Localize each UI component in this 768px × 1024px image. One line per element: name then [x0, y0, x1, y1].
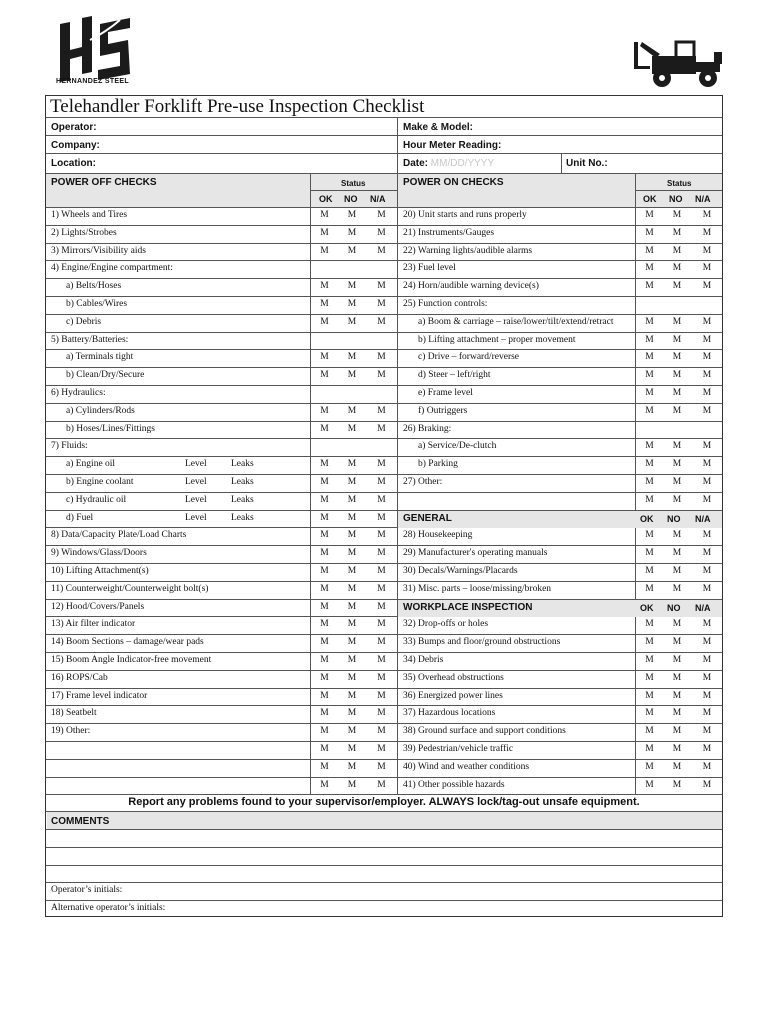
- ok-mark[interactable]: M: [645, 708, 654, 719]
- na-mark[interactable]: M: [377, 352, 386, 363]
- report-notice: Report any problems found to your supervisor/employer. ALWAYS lock/tag-out unsafe equipment.: [128, 796, 640, 808]
- alt-operator-initials-label[interactable]: Alternative operator’s initials:: [51, 903, 166, 913]
- ok-mark[interactable]: M: [320, 299, 329, 309]
- date-label[interactable]: Date: MM/DD/YYYY: [403, 158, 495, 169]
- checklist-item: a) Boom & carriage – raise/lower/tilt/extend/retract: [418, 316, 614, 327]
- level-label: Level: [185, 477, 207, 487]
- na-mark[interactable]: M: [377, 690, 386, 701]
- ok-mark[interactable]: M: [645, 655, 654, 665]
- no-mark[interactable]: M: [672, 530, 682, 541]
- ok-mark[interactable]: M: [320, 512, 329, 523]
- no-mark[interactable]: M: [672, 370, 682, 381]
- no-mark[interactable]: M: [347, 477, 357, 487]
- leaks-label: Leaks: [231, 494, 254, 505]
- na-mark[interactable]: M: [702, 352, 712, 363]
- checklist-item: 5) Battery/Batteries:: [51, 334, 129, 345]
- no-mark[interactable]: M: [672, 583, 682, 594]
- ok-mark[interactable]: M: [645, 459, 654, 470]
- no-col-left: NO: [344, 194, 358, 204]
- no-mark[interactable]: M: [672, 281, 682, 292]
- ok-mark[interactable]: M: [320, 744, 329, 754]
- na-mark[interactable]: M: [377, 655, 386, 665]
- checklist-item: 15) Boom Angle Indicator-free movement: [51, 655, 212, 665]
- na-mark[interactable]: M: [377, 316, 386, 327]
- ok-mark[interactable]: M: [320, 530, 329, 541]
- comment-line: [46, 882, 722, 883]
- grid-line: [310, 173, 311, 794]
- no-mark[interactable]: M: [347, 708, 357, 719]
- na-mark[interactable]: M: [377, 726, 386, 737]
- ok-mark[interactable]: M: [320, 726, 329, 737]
- ok-mark[interactable]: M: [645, 210, 654, 220]
- checklist-item: 21) Instruments/Gauges: [403, 227, 495, 238]
- checklist-item: c) Debris: [66, 316, 102, 327]
- ok-mark[interactable]: M: [320, 761, 329, 772]
- checklist-item: c) Hydraulic oil: [66, 494, 127, 505]
- no-mark[interactable]: M: [347, 494, 357, 505]
- comments-shade: [47, 812, 722, 829]
- grid-line: [46, 153, 722, 154]
- ok-mark[interactable]: M: [645, 566, 654, 576]
- location-label[interactable]: Location:: [51, 158, 96, 169]
- na-mark[interactable]: M: [702, 459, 712, 470]
- na-mark[interactable]: M: [702, 566, 712, 576]
- na-mark[interactable]: M: [377, 227, 386, 238]
- brand-name: HERNANDEZ STEEL: [56, 78, 129, 85]
- no-mark[interactable]: M: [347, 530, 357, 541]
- ok-mark[interactable]: M: [645, 370, 654, 381]
- no-mark[interactable]: M: [347, 583, 357, 594]
- na-mark[interactable]: M: [702, 245, 712, 256]
- ok-mark[interactable]: M: [645, 263, 654, 274]
- na-col: N/A: [695, 602, 711, 613]
- na-mark[interactable]: M: [377, 494, 386, 505]
- grid-line: [635, 173, 636, 794]
- ok-col-left: OK: [319, 194, 333, 204]
- comments-heading: COMMENTS: [51, 816, 110, 827]
- no-mark[interactable]: M: [672, 388, 682, 398]
- telehandler-icon: [632, 36, 726, 92]
- no-mark[interactable]: M: [672, 210, 682, 220]
- na-mark[interactable]: M: [702, 477, 712, 487]
- no-mark[interactable]: M: [347, 655, 357, 665]
- na-col-left: N/A: [370, 194, 386, 204]
- operator-label[interactable]: Operator:: [51, 122, 97, 133]
- na-mark[interactable]: M: [702, 316, 712, 327]
- na-mark[interactable]: M: [702, 655, 712, 665]
- ok-mark[interactable]: M: [645, 761, 654, 772]
- no-mark[interactable]: M: [672, 494, 682, 505]
- na-mark[interactable]: M: [702, 708, 712, 719]
- no-mark[interactable]: M: [347, 281, 357, 292]
- na-mark[interactable]: M: [377, 405, 386, 416]
- ok-mark[interactable]: M: [645, 441, 654, 452]
- na-mark[interactable]: M: [377, 583, 386, 594]
- ok-mark[interactable]: M: [320, 316, 329, 327]
- na-mark[interactable]: M: [702, 672, 712, 683]
- make-model-label[interactable]: Make & Model:: [403, 122, 474, 133]
- checklist-item: 13) Air filter indicator: [51, 619, 136, 630]
- na-mark[interactable]: M: [377, 744, 386, 754]
- checklist-item: 33) Bumps and floor/ground obstructions: [403, 637, 561, 648]
- na-mark[interactable]: M: [377, 708, 386, 719]
- hour-meter-label[interactable]: Hour Meter Reading:: [403, 140, 502, 151]
- checklist-item: b) Cables/Wires: [66, 299, 128, 309]
- na-mark[interactable]: M: [702, 761, 712, 772]
- checklist-item: 11) Counterweight/Counterweight bolt(s): [51, 583, 209, 594]
- na-mark[interactable]: M: [377, 370, 386, 381]
- checklist-item: a) Service/De-clutch: [418, 441, 497, 452]
- checklist-item: 28) Housekeeping: [403, 530, 473, 541]
- no-mark[interactable]: M: [672, 441, 682, 452]
- ok-mark[interactable]: M: [645, 779, 654, 790]
- no-mark[interactable]: M: [347, 690, 357, 701]
- page-title: Telehandler Forklift Pre-use Inspection Checklist: [50, 96, 425, 117]
- no-mark[interactable]: M: [347, 637, 357, 648]
- no-mark[interactable]: M: [672, 459, 682, 470]
- date-placeholder[interactable]: MM/DD/YYYY: [430, 158, 495, 169]
- checklist-item: a) Belts/Hoses: [66, 281, 122, 292]
- grid-line: [46, 173, 722, 174]
- na-mark[interactable]: M: [702, 779, 712, 790]
- ok-mark[interactable]: M: [320, 423, 329, 434]
- no-mark[interactable]: M: [347, 316, 357, 327]
- no-mark[interactable]: M: [672, 405, 682, 416]
- na-mark[interactable]: M: [377, 245, 386, 256]
- checklist-item: d) Steer – left/right: [418, 370, 491, 381]
- ok-mark[interactable]: M: [320, 690, 329, 701]
- no-mark[interactable]: M: [672, 619, 682, 630]
- ok-col: OK: [640, 602, 654, 613]
- leaks-label: Leaks: [231, 477, 254, 487]
- na-mark[interactable]: M: [377, 477, 386, 487]
- ok-mark[interactable]: M: [645, 477, 654, 487]
- ok-mark[interactable]: M: [320, 566, 329, 576]
- checklist-item: a) Cylinders/Rods: [66, 405, 135, 416]
- checklist-item: 27) Other:: [403, 477, 443, 487]
- no-mark[interactable]: M: [672, 227, 682, 238]
- no-mark[interactable]: M: [347, 299, 357, 309]
- na-mark[interactable]: M: [377, 512, 386, 523]
- no-mark[interactable]: M: [672, 245, 682, 256]
- na-mark[interactable]: M: [377, 548, 386, 559]
- checklist-item: 9) Windows/Glass/Doors: [51, 548, 147, 559]
- checklist-item: 12) Hood/Covers/Panels: [51, 601, 145, 612]
- no-mark[interactable]: M: [347, 548, 357, 559]
- na-mark[interactable]: M: [702, 281, 712, 292]
- status-heading-left: Status: [341, 179, 366, 188]
- checklist-item: d) Fuel: [66, 512, 94, 523]
- no-mark[interactable]: M: [347, 566, 357, 576]
- no-mark[interactable]: M: [672, 334, 682, 345]
- no-mark[interactable]: M: [347, 370, 357, 381]
- checklist-item: 25) Function controls:: [403, 299, 488, 309]
- section-heading: WORKPLACE INSPECTION: [403, 601, 533, 613]
- na-mark[interactable]: M: [377, 210, 386, 220]
- ok-mark[interactable]: M: [320, 352, 329, 363]
- comment-line: [46, 865, 722, 866]
- na-mark[interactable]: M: [377, 423, 386, 434]
- checklist-item: 32) Drop-offs or holes: [403, 619, 489, 630]
- ok-mark[interactable]: M: [645, 494, 654, 505]
- no-mark[interactable]: M: [347, 352, 357, 363]
- ok-mark[interactable]: M: [320, 655, 329, 665]
- no-col: NO: [667, 513, 681, 524]
- checklist-item: a) Terminals tight: [66, 352, 134, 363]
- checklist-item: 26) Braking:: [403, 423, 452, 434]
- checklist-item: 37) Hazardous locations: [403, 708, 496, 719]
- checklist-item: b) Clean/Dry/Secure: [66, 370, 145, 381]
- ok-mark[interactable]: M: [320, 548, 329, 559]
- checklist-item: b) Engine coolant: [66, 477, 134, 487]
- ok-mark[interactable]: M: [645, 583, 654, 594]
- ok-mark[interactable]: M: [320, 477, 329, 487]
- ok-col: OK: [640, 513, 654, 524]
- checklist-item: b) Hoses/Lines/Fittings: [66, 423, 155, 434]
- no-mark[interactable]: M: [347, 227, 357, 238]
- ok-mark[interactable]: M: [645, 245, 654, 256]
- ok-mark[interactable]: M: [645, 388, 654, 398]
- checklist-item: 16) ROPS/Cab: [51, 672, 108, 683]
- no-mark[interactable]: M: [672, 566, 682, 576]
- no-mark[interactable]: M: [347, 512, 357, 523]
- checklist-item: c) Drive – forward/reverse: [418, 352, 520, 363]
- power-on-checks-heading: POWER ON CHECKS: [403, 177, 504, 188]
- ok-mark[interactable]: M: [645, 726, 654, 737]
- checklist-item: 19) Other:: [51, 726, 91, 737]
- ok-mark[interactable]: M: [320, 637, 329, 648]
- no-mark[interactable]: M: [347, 726, 357, 737]
- no-mark[interactable]: M: [347, 761, 357, 772]
- ok-mark[interactable]: M: [645, 690, 654, 701]
- no-mark[interactable]: M: [347, 744, 357, 754]
- ok-mark[interactable]: M: [320, 227, 329, 238]
- no-mark[interactable]: M: [672, 690, 682, 701]
- ok-col-right: OK: [643, 194, 657, 204]
- no-col-right: NO: [669, 194, 683, 204]
- na-mark[interactable]: M: [702, 744, 712, 754]
- na-col-right: N/A: [695, 194, 711, 204]
- no-mark[interactable]: M: [347, 245, 357, 256]
- na-mark[interactable]: M: [702, 619, 712, 630]
- status-heading-right: Status: [667, 179, 692, 188]
- ok-mark[interactable]: M: [645, 334, 654, 345]
- ok-mark[interactable]: M: [645, 637, 654, 648]
- no-mark[interactable]: M: [347, 779, 357, 790]
- na-mark[interactable]: M: [702, 637, 712, 648]
- checklist-item: 18) Seatbelt: [51, 708, 97, 719]
- na-mark[interactable]: M: [702, 690, 712, 701]
- ok-mark[interactable]: M: [320, 708, 329, 719]
- checklist-item: 4) Engine/Engine compartment:: [51, 263, 173, 274]
- na-mark[interactable]: M: [702, 370, 712, 381]
- checklist-item: b) Lifting attachment – proper movement: [418, 334, 576, 345]
- ok-mark[interactable]: M: [645, 548, 654, 559]
- na-mark[interactable]: M: [702, 726, 712, 737]
- checklist-item: 7) Fluids:: [51, 441, 88, 452]
- na-mark[interactable]: M: [702, 530, 712, 541]
- ok-mark[interactable]: M: [320, 210, 329, 220]
- level-label: Level: [185, 512, 207, 523]
- na-mark[interactable]: M: [377, 459, 386, 470]
- checklist-item: 36) Energized power lines: [403, 690, 503, 701]
- na-mark[interactable]: M: [377, 281, 386, 292]
- na-mark[interactable]: M: [702, 210, 712, 220]
- na-col: N/A: [695, 513, 711, 524]
- no-mark[interactable]: M: [672, 637, 682, 648]
- no-mark[interactable]: M: [672, 726, 682, 737]
- no-mark[interactable]: M: [672, 316, 682, 327]
- ok-mark[interactable]: M: [320, 619, 329, 630]
- checklist-item: f) Outriggers: [418, 405, 468, 416]
- na-mark[interactable]: M: [702, 388, 712, 398]
- no-mark[interactable]: M: [672, 779, 682, 790]
- company-label[interactable]: Company:: [51, 140, 100, 151]
- ok-mark[interactable]: M: [645, 530, 654, 541]
- checklist-item: 31) Misc. parts – loose/missing/broken: [403, 583, 552, 594]
- level-label: Level: [185, 459, 207, 470]
- checklist-item: 17) Frame level indicator: [51, 690, 148, 701]
- no-mark[interactable]: M: [672, 548, 682, 559]
- no-col: NO: [667, 602, 681, 613]
- ok-mark[interactable]: M: [645, 316, 654, 327]
- checklist-item: b) Parking: [418, 459, 458, 470]
- comment-line: [46, 847, 722, 848]
- unit-no-label[interactable]: Unit No.:: [566, 158, 608, 169]
- ok-mark[interactable]: M: [645, 227, 654, 238]
- checklist-item: 10) Lifting Attachment(s): [51, 566, 149, 576]
- no-mark[interactable]: M: [347, 210, 357, 220]
- checklist-item: 29) Manufacturer's operating manuals: [403, 548, 548, 559]
- no-mark[interactable]: M: [672, 263, 682, 274]
- checklist-item: 38) Ground surface and support conditions: [403, 726, 566, 737]
- ok-mark[interactable]: M: [320, 459, 329, 470]
- checklist-item: 35) Overhead obstructions: [403, 672, 504, 683]
- na-mark[interactable]: M: [702, 494, 712, 505]
- checklist-item: 6) Hydraulics:: [51, 388, 106, 398]
- checklist-item: a) Engine oil: [66, 459, 116, 470]
- ok-mark[interactable]: M: [320, 370, 329, 381]
- na-mark[interactable]: M: [702, 405, 712, 416]
- ok-mark[interactable]: M: [645, 405, 654, 416]
- no-mark[interactable]: M: [347, 601, 357, 612]
- na-mark[interactable]: M: [377, 299, 386, 309]
- na-mark[interactable]: M: [377, 761, 386, 772]
- checklist-item: 14) Boom Sections – damage/wear pads: [51, 637, 204, 648]
- section-heading: GENERAL: [403, 512, 452, 524]
- grid-line: [561, 153, 562, 173]
- na-mark[interactable]: M: [377, 601, 386, 612]
- no-mark[interactable]: M: [347, 459, 357, 470]
- ok-mark[interactable]: M: [645, 672, 654, 683]
- ok-mark[interactable]: M: [320, 779, 329, 790]
- grid-line: [46, 117, 722, 118]
- checklist-item: 41) Other possible hazards: [403, 779, 505, 790]
- na-mark[interactable]: M: [702, 583, 712, 594]
- power-off-checks-heading: POWER OFF CHECKS: [51, 177, 157, 188]
- na-mark[interactable]: M: [377, 619, 386, 630]
- ok-mark[interactable]: M: [645, 352, 654, 363]
- ok-mark[interactable]: M: [320, 245, 329, 256]
- checklist-item: 34) Debris: [403, 655, 444, 665]
- checklist-item: 23) Fuel level: [403, 263, 456, 274]
- na-mark[interactable]: M: [702, 334, 712, 345]
- checklist-item: 3) Mirrors/Visibility aids: [51, 245, 146, 256]
- leaks-label: Leaks: [231, 459, 254, 470]
- ok-mark[interactable]: M: [320, 281, 329, 292]
- no-mark[interactable]: M: [347, 672, 357, 683]
- na-mark[interactable]: M: [377, 566, 386, 576]
- ok-mark[interactable]: M: [320, 583, 329, 594]
- grid-line: [46, 135, 722, 136]
- na-mark[interactable]: M: [702, 263, 712, 274]
- checklist-item: 8) Data/Capacity Plate/Load Charts: [51, 530, 187, 541]
- checklist-item: 39) Pedestrian/vehicle traffic: [403, 744, 514, 754]
- na-mark[interactable]: M: [377, 672, 386, 683]
- na-mark[interactable]: M: [377, 779, 386, 790]
- na-mark[interactable]: M: [702, 441, 712, 452]
- checklist-item: 1) Wheels and Tires: [51, 210, 128, 220]
- no-mark[interactable]: M: [672, 672, 682, 683]
- comment-line: [46, 829, 722, 830]
- ok-mark[interactable]: M: [320, 494, 329, 505]
- na-mark[interactable]: M: [702, 227, 712, 238]
- ok-mark[interactable]: M: [320, 405, 329, 416]
- na-mark[interactable]: M: [377, 530, 386, 541]
- leaks-label: Leaks: [231, 512, 254, 523]
- no-mark[interactable]: M: [672, 352, 682, 363]
- no-mark[interactable]: M: [672, 744, 682, 754]
- checklist-item: 24) Horn/audible warning device(s): [403, 281, 539, 292]
- no-mark[interactable]: M: [672, 655, 682, 665]
- ok-mark[interactable]: M: [645, 281, 654, 292]
- no-mark[interactable]: M: [672, 477, 682, 487]
- no-mark[interactable]: M: [672, 708, 682, 719]
- na-mark[interactable]: M: [377, 637, 386, 648]
- checklist-item: e) Frame level: [418, 388, 473, 398]
- operator-initials-label[interactable]: Operator’s initials:: [51, 885, 123, 895]
- checklist-item: 20) Unit starts and runs properly: [403, 210, 527, 220]
- level-label: Level: [185, 494, 207, 505]
- na-mark[interactable]: M: [702, 548, 712, 559]
- no-mark[interactable]: M: [347, 423, 357, 434]
- ok-mark[interactable]: M: [320, 672, 329, 683]
- checklist-item: 2) Lights/Strobes: [51, 227, 117, 238]
- checklist-item: 30) Decals/Warnings/Placards: [403, 566, 518, 576]
- ok-mark[interactable]: M: [645, 619, 654, 630]
- checklist-item: 22) Warning lights/audible alarms: [403, 245, 533, 256]
- checklist-item: 40) Wind and weather conditions: [403, 761, 530, 772]
- no-mark[interactable]: M: [347, 405, 357, 416]
- no-mark[interactable]: M: [347, 619, 357, 630]
- no-mark[interactable]: M: [672, 761, 682, 772]
- ok-mark[interactable]: M: [645, 744, 654, 754]
- ok-mark[interactable]: M: [320, 601, 329, 612]
